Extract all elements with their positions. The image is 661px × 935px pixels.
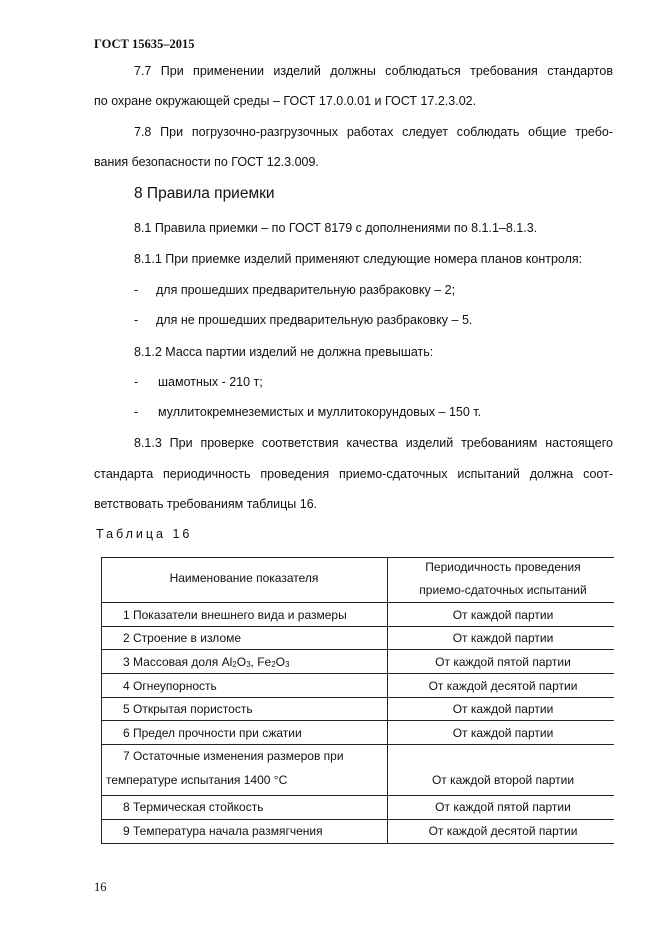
subscript: 3 — [285, 660, 290, 669]
list-dash: - — [134, 313, 139, 327]
list-item: шамотных - 210 т; — [158, 375, 263, 389]
table-cell-period: От каждой партии — [452, 726, 554, 740]
list-item: муллитокремнеземистых и муллитокорундовых – 150 т. — [158, 405, 482, 419]
table-cell-name: 2 Строение в изломе — [123, 631, 242, 645]
table-header-col2-line2: приемо-сдаточных испытаний — [419, 583, 587, 597]
table-cell-period: От каждой второй партии — [431, 773, 575, 787]
subscript: 2 — [271, 660, 276, 669]
table-cell-period: От каждой партии — [452, 608, 554, 622]
paragraph-7-7-line-1: 7.7 При применении изделий должны соблюдаться требования стандартов — [134, 64, 613, 78]
page-number: 16 — [94, 880, 107, 894]
table-border — [101, 819, 614, 820]
table-header-col2-line1: Периодичность проведения — [425, 560, 581, 574]
text-run: , Fe — [250, 655, 272, 669]
table-cell-period: От каждой партии — [452, 631, 554, 645]
table-cell-name-line1: 7 Остаточные изменения размеров при — [123, 749, 344, 763]
table-border — [101, 843, 614, 844]
table-cell-period: От каждой пятой партии — [435, 655, 571, 669]
text-run: O — [236, 655, 247, 669]
list-dash: - — [134, 375, 139, 389]
table-border — [101, 720, 614, 721]
list-item: для не прошедших предварительную разбраковку – 5. — [156, 313, 473, 327]
table-border — [101, 795, 614, 796]
table-cell-period: От каждой десятой партии — [428, 824, 578, 838]
table-cell-name: 8 Термическая стойкость — [123, 800, 264, 814]
paragraph-8-1-1: 8.1.1 При приемке изделий применяют следующие номера планов контроля: — [134, 252, 583, 266]
table-border — [101, 557, 614, 558]
table-caption: Таблица 16 — [96, 527, 193, 541]
table-cell-period: От каждой партии — [452, 702, 554, 716]
section-title: 8 Правила приемки — [134, 185, 275, 202]
table-border — [101, 557, 102, 844]
table-cell-name: 6 Предел прочности при сжатии — [123, 726, 302, 740]
paragraph-8-1-3-line-2: стандарта периодичность проведения приемо-сдаточных испытаний должна соот- — [94, 467, 613, 481]
table-border — [101, 673, 614, 674]
list-dash: - — [134, 405, 139, 419]
document-header: ГОСТ 15635–2015 — [94, 37, 195, 51]
table-cell-name: 9 Температура начала размягчения — [123, 824, 323, 838]
paragraph-7-8-line-2: вания безопасности по ГОСТ 12.3.009. — [94, 155, 319, 169]
list-dash: - — [134, 283, 139, 297]
table-cell-period: От каждой пятой партии — [435, 800, 571, 814]
table-cell-name: 5 Открытая пористость — [123, 702, 253, 716]
list-item: для прошедших предварительную разбраковку – 2; — [156, 283, 456, 297]
text-run: 3 Массовая доля Al — [123, 655, 233, 669]
subscript: 2 — [232, 660, 237, 669]
paragraph-8-1-2: 8.1.2 Масса партии изделий не должна превышать: — [134, 345, 434, 359]
table-header-col1: Наименование показателя — [169, 571, 319, 585]
paragraph-8-1: 8.1 Правила приемки – по ГОСТ 8179 с дополнениями по 8.1.1–8.1.3. — [134, 221, 538, 235]
table-border — [101, 697, 614, 698]
acceptance-table — [101, 557, 614, 844]
subscript: 3 — [246, 660, 251, 669]
table-border — [101, 626, 614, 627]
table-border — [387, 557, 388, 844]
table-border — [101, 602, 614, 603]
text-run: O — [275, 655, 286, 669]
paragraph-7-8-line-1: 7.8 При погрузочно-разгрузочных работах следует соблюдать общие требо- — [134, 125, 613, 139]
table-border — [101, 649, 614, 650]
table-cell-name — [123, 655, 289, 669]
paragraph-7-7-line-2: по охране окружающей среды – ГОСТ 17.0.0.01 и ГОСТ 17.2.3.02. — [94, 94, 477, 108]
paragraph-8-1-3-line-3: ветствовать требованиям таблицы 16. — [94, 497, 318, 511]
table-cell-name: 1 Показатели внешнего вида и размеры — [123, 608, 347, 622]
table-cell-period: От каждой десятой партии — [428, 679, 578, 693]
table-cell-name-line2: температуре испытания 1400 °С — [106, 773, 288, 787]
table-cell-name: 4 Огнеупорность — [123, 679, 217, 693]
paragraph-8-1-3-line-1: 8.1.3 При проверке соответствия качества изделий требованиям настоящего — [134, 436, 613, 450]
table-border — [101, 744, 614, 745]
